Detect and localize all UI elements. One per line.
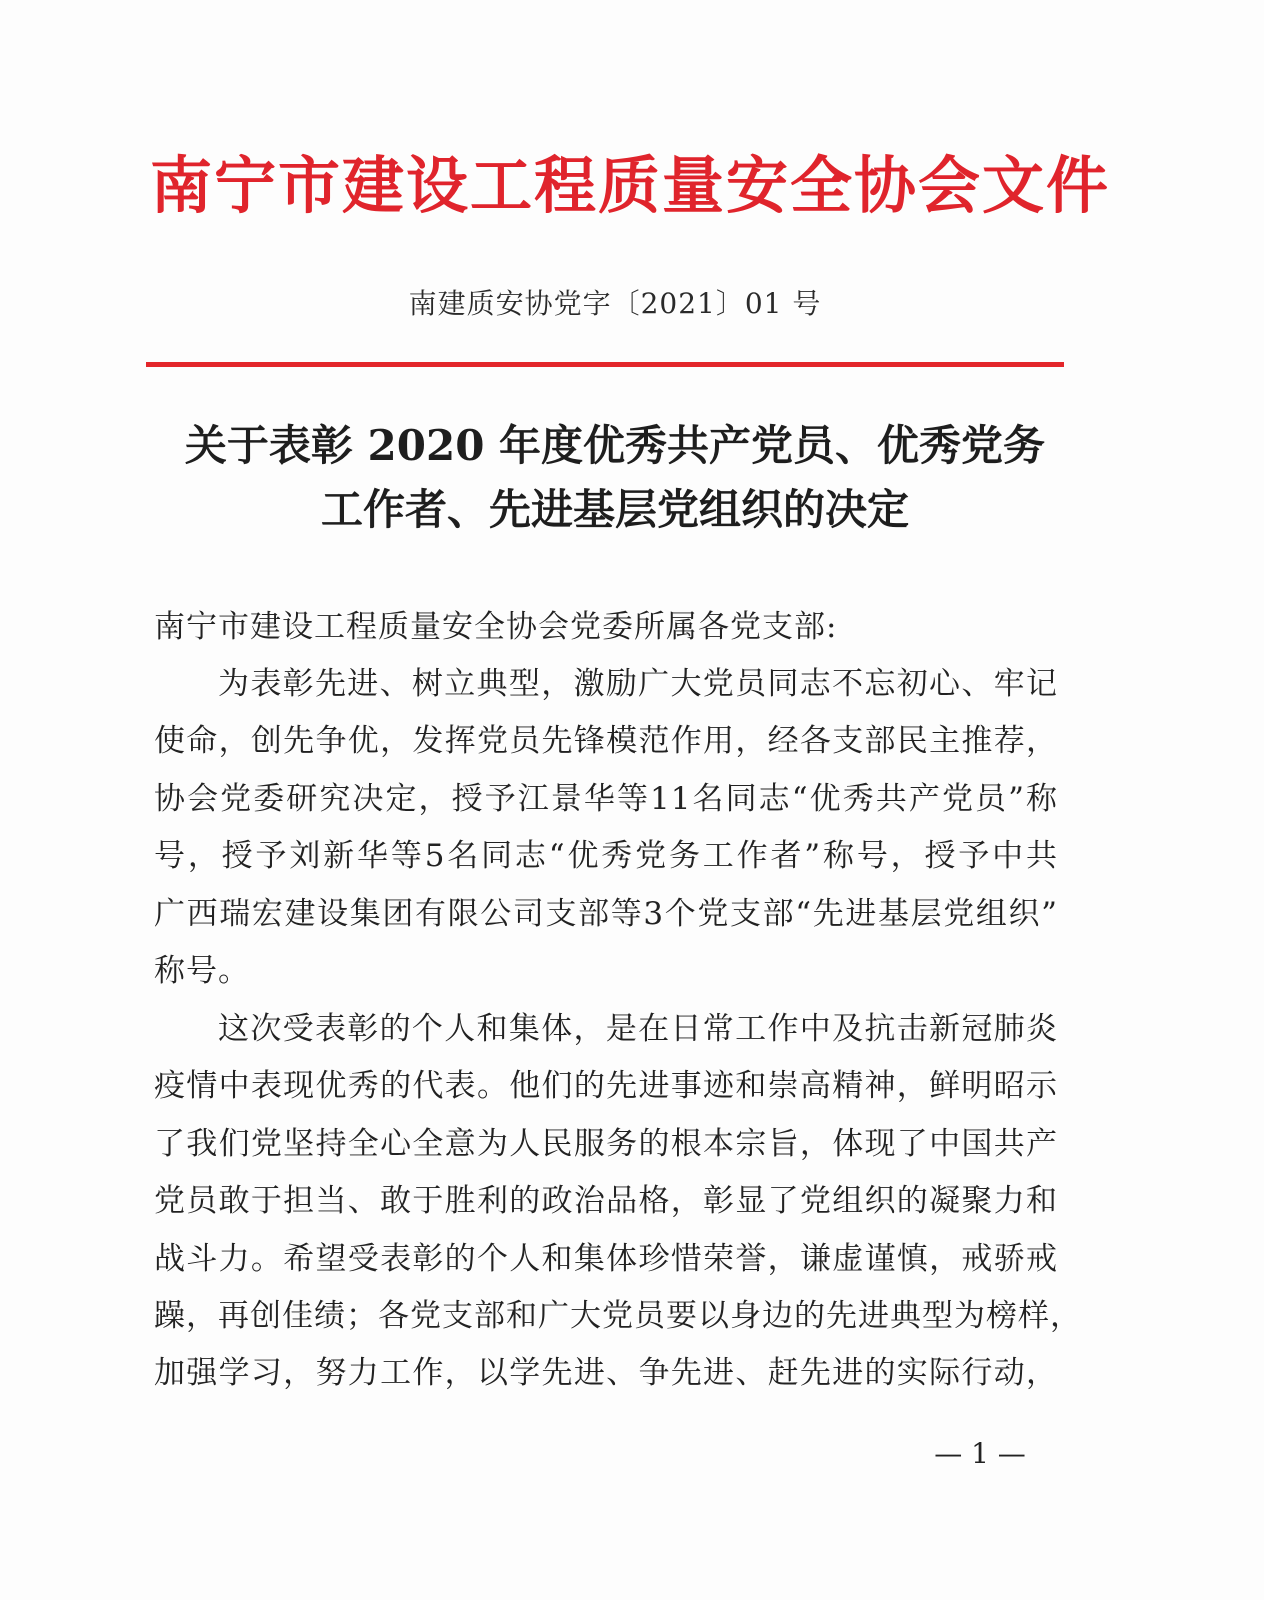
paragraph-line: 战斗力。希望受表彰的个人和集体珍惜荣誉，谦虚谨慎，戒骄戒 xyxy=(154,1240,1058,1277)
paragraph-line: 加强学习，努力工作，以学先进、争先进、赶先进的实际行动， xyxy=(154,1355,1058,1392)
paragraph-line: 使命，创先争优，发挥党员先锋模范作用，经各支部民主推荐， xyxy=(154,723,1058,760)
paragraph-significance xyxy=(154,1001,1082,1403)
red-divider-rule xyxy=(146,362,1064,367)
masthead-title: 南宁市建设工程质量安全协会文件 xyxy=(150,149,1111,222)
page-number: — 1 — xyxy=(934,1437,1026,1470)
document-title-line-1: 关于表彰 2020 年度优秀共产党员、优秀党务 xyxy=(184,421,1046,470)
paragraph-line: 疫情中表现优秀的代表。他们的先进事迹和崇高精神，鲜明昭示 xyxy=(154,1068,1058,1105)
paragraph-line: 党员敢于担当、敢于胜利的政治品格，彰显了党组织的凝聚力和 xyxy=(154,1183,1058,1220)
document-number: 南建质安协党字〔2021〕01 号 xyxy=(408,287,822,320)
paragraph-line: 这次受表彰的个人和集体，是在日常工作中及抗击新冠肺炎 xyxy=(218,1011,1058,1047)
paragraph-line: 躁，再创佳绩；各党支部和广大党员要以身边的先进典型为榜样， xyxy=(154,1298,1082,1335)
paragraph-line: 了我们党坚持全心全意为人民服务的根本宗旨，体现了中国共产 xyxy=(154,1125,1058,1162)
paragraph-line: 号，授予刘新华等5名同志“优秀党务工作者”称号，授予中共 xyxy=(154,838,1058,875)
paragraph-line: 为表彰先进、树立典型，激励广大党员同志不忘初心、牢记 xyxy=(218,666,1058,702)
paragraph-line: 协会党委研究决定，授予江景华等11名同志“优秀共产党员”称 xyxy=(154,780,1058,817)
paragraph-line: 广西瑞宏建设集团有限公司支部等3个党支部“先进基层党组织” xyxy=(154,895,1058,932)
document-title xyxy=(150,414,1080,542)
paragraph-commendation xyxy=(154,656,1058,1000)
salutation: 南宁市建设工程质量安全协会党委所属各党支部: xyxy=(154,609,838,645)
document-title-line-2: 工作者、先进基层党组织的决定 xyxy=(320,485,909,534)
paragraph-line: 称号。 xyxy=(154,953,250,990)
